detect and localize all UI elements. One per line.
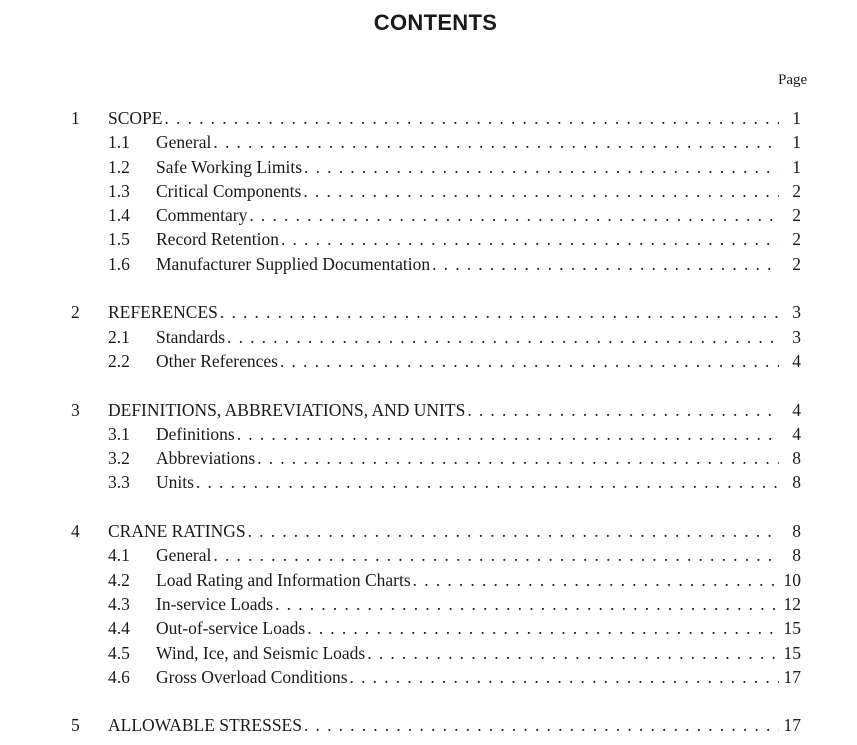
toc-entry-title: General: [156, 132, 212, 153]
toc-entry-page-number: 15: [783, 642, 801, 663]
toc-entry-number: 5: [71, 715, 80, 736]
toc-entry-line: [108, 398, 801, 422]
toc-entry-page-number: 8: [792, 521, 801, 542]
toc-entry-page-number: 1: [792, 156, 801, 177]
toc-subsection-entry[interactable]: [0, 665, 857, 689]
page-column-label: Page: [778, 72, 808, 88]
dot-leader: [213, 130, 779, 154]
toc-entry-line: [108, 300, 801, 324]
toc-subsection-entry[interactable]: [0, 592, 857, 616]
toc-entry-number: 2.2: [108, 350, 130, 371]
toc-entry-number: 1.1: [108, 132, 130, 153]
toc-entry-line: [108, 519, 801, 543]
toc-subsection-entry[interactable]: [0, 641, 857, 665]
toc-entry-title: Safe Working Limits: [156, 156, 303, 177]
dot-leader: [213, 543, 779, 567]
toc-entry-page-number: 1: [792, 108, 801, 128]
toc-entry-title: ALLOWABLE STRESSES: [108, 715, 302, 736]
page-title: CONTENTS: [373, 10, 498, 35]
toc-entry-number: 4.4: [108, 618, 130, 639]
toc-entry-page-number: 3: [792, 302, 801, 323]
toc-entry-number: 4.5: [108, 642, 130, 663]
toc-entry-title: CRANE RATINGS: [108, 521, 246, 542]
toc-subsection-entry[interactable]: [0, 470, 857, 494]
toc-entry-line: [156, 446, 801, 470]
toc-entry-line: [156, 592, 801, 616]
toc-entry-title: SCOPE: [108, 108, 163, 128]
toc-subsection-entry[interactable]: [0, 568, 857, 592]
toc-section-entry[interactable]: [0, 300, 857, 324]
toc-section-entry[interactable]: [0, 713, 857, 737]
toc-entry-number: 3.3: [108, 472, 130, 493]
toc-entry-title: Record Retention: [156, 229, 279, 250]
table-of-contents: [0, 106, 857, 738]
toc-entry-number: 1: [71, 108, 80, 128]
toc-entry-title: Manufacturer Supplied Documentation: [156, 253, 431, 274]
toc-entry-number: 1.5: [108, 229, 130, 250]
toc-subsection-entry[interactable]: [0, 179, 857, 203]
toc-entry-page-number: 12: [783, 593, 801, 614]
dot-leader: [281, 227, 779, 251]
dot-leader: [432, 252, 779, 276]
toc-subsection-entry[interactable]: [0, 325, 857, 349]
dot-leader: [196, 470, 779, 494]
toc-subsection-entry[interactable]: [0, 252, 857, 276]
toc-subsection-entry[interactable]: [0, 543, 857, 567]
toc-entry-line: [156, 543, 801, 567]
toc-entry-number: 2.1: [108, 326, 130, 347]
toc-entry-page-number: 4: [792, 399, 801, 420]
toc-entry-page-number: 2: [792, 180, 801, 201]
toc-subsection-entry[interactable]: [0, 130, 857, 154]
toc-entry-number: 1.6: [108, 253, 130, 274]
toc-entry-page-number: 15: [783, 618, 801, 639]
toc-entry-page-number: 10: [783, 569, 801, 590]
toc-entry-line: [156, 641, 801, 665]
dot-leader: [248, 519, 779, 543]
toc-entry-page-number: 2: [792, 205, 801, 226]
toc-entry-page-number: 8: [792, 545, 801, 566]
dot-leader: [275, 592, 779, 616]
toc-entry-title: Wind, Ice, and Seismic Loads: [156, 642, 366, 663]
toc-entry-line: [156, 349, 801, 373]
toc-entry-title: Out-of-service Loads: [156, 618, 306, 639]
dot-leader: [304, 713, 779, 737]
toc-entry-title: In-service Loads: [156, 593, 274, 614]
toc-entry-line: [156, 325, 801, 349]
toc-entry-number: 4.6: [108, 666, 130, 687]
dot-leader: [303, 179, 779, 203]
toc-entry-number: 3.1: [108, 423, 130, 444]
toc-entry-line: [156, 227, 801, 251]
toc-entry-page-number: 2: [792, 253, 801, 274]
toc-entry-title: Other References: [156, 350, 278, 371]
toc-entry-line: [156, 130, 801, 154]
toc-entry-title: DEFINITIONS, ABBREVIATIONS, AND UNITS: [108, 399, 466, 420]
toc-entry-title: Units: [156, 472, 194, 493]
toc-entry-line: [156, 568, 801, 592]
toc-entry-line: [156, 616, 801, 640]
toc-entry-number: 3: [71, 399, 80, 420]
toc-entry-page-number: 4: [792, 423, 801, 444]
toc-entry-number: 4.1: [108, 545, 130, 566]
toc-section-entry[interactable]: [0, 519, 857, 543]
toc-entry-title: Critical Components: [156, 180, 302, 201]
toc-entry-number: 1.2: [108, 156, 130, 177]
toc-entry-number: 1.3: [108, 180, 130, 201]
toc-entry-page-number: 17: [783, 666, 801, 687]
toc-entry-page-number: 17: [783, 715, 801, 736]
toc-entry-page-number: 1: [792, 132, 801, 153]
toc-entry-line: [156, 470, 801, 494]
toc-entry-line: [156, 252, 801, 276]
toc-entry-page-number: 8: [792, 448, 801, 469]
toc-subsection-entry[interactable]: [0, 446, 857, 470]
toc-subsection-entry[interactable]: [0, 227, 857, 251]
toc-entry-line: [108, 106, 801, 130]
dot-leader: [413, 568, 779, 592]
dot-leader: [227, 325, 779, 349]
toc-entry-number: 1.4: [108, 205, 130, 226]
toc-entry-page-number: 2: [792, 229, 801, 250]
toc-entry-number: 4.2: [108, 569, 130, 590]
toc-entry-title: REFERENCES: [108, 302, 218, 323]
toc-entry-number: 4.3: [108, 593, 130, 614]
dot-leader: [237, 422, 779, 446]
toc-section-entry[interactable]: [0, 398, 857, 422]
toc-entry-title: Abbreviations: [156, 448, 256, 469]
toc-entry-line: [156, 155, 801, 179]
toc-entry-line: [156, 665, 801, 689]
toc-entry-line: [108, 713, 801, 737]
dot-leader: [257, 446, 779, 470]
toc-subsection-entry[interactable]: [0, 155, 857, 179]
toc-entry-title: Load Rating and Information Charts: [156, 569, 411, 590]
toc-subsection-entry[interactable]: [0, 349, 857, 373]
toc-subsection-entry[interactable]: [0, 616, 857, 640]
dot-leader: [307, 616, 779, 640]
toc-entry-title: Definitions: [156, 423, 235, 444]
toc-entry-line: [156, 422, 801, 446]
toc-entry-line: [156, 179, 801, 203]
toc-entry-page-number: 3: [792, 326, 801, 347]
toc-subsection-entry[interactable]: [0, 203, 857, 227]
dot-leader: [350, 665, 779, 689]
dot-leader: [164, 106, 779, 130]
toc-entry-title: General: [156, 545, 212, 566]
toc-subsection-entry[interactable]: [0, 422, 857, 446]
dot-leader: [280, 349, 779, 373]
dot-leader: [367, 641, 779, 665]
toc-entry-title: Gross Overload Conditions: [156, 666, 348, 687]
toc-entry-page-number: 4: [792, 350, 801, 371]
dot-leader: [220, 300, 779, 324]
toc-entry-title: Standards: [156, 326, 226, 347]
toc-entry-page-number: 8: [792, 472, 801, 493]
dot-leader: [249, 203, 779, 227]
toc-entry-title: Commentary: [156, 205, 248, 226]
toc-entry-number: 3.2: [108, 448, 130, 469]
toc-section-entry[interactable]: [0, 106, 857, 130]
toc-entry-number: 2: [71, 302, 80, 323]
dot-leader: [304, 155, 779, 179]
toc-entry-line: [156, 203, 801, 227]
dot-leader: [467, 398, 779, 422]
toc-entry-number: 4: [71, 521, 80, 542]
